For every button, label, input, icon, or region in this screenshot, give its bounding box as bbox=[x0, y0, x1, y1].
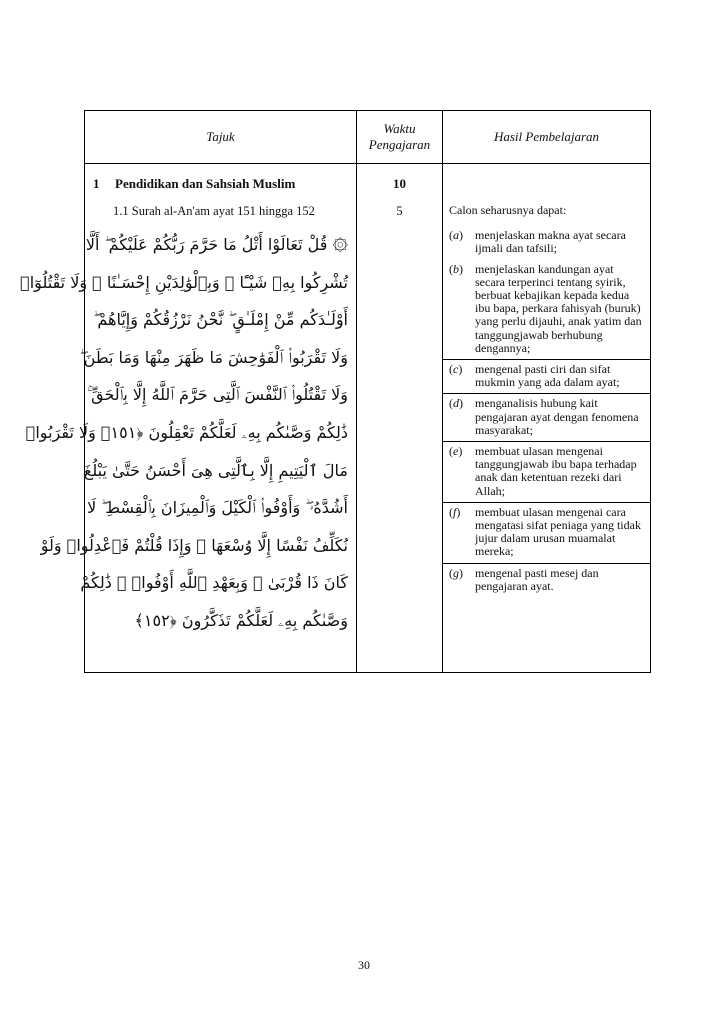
outcome-label: (c) bbox=[449, 362, 463, 377]
outcome-label: (d) bbox=[449, 396, 463, 411]
syllabus-table bbox=[20, 110, 651, 673]
header-time-line2: Pengajaran bbox=[368, 137, 431, 152]
page-number: 30 bbox=[358, 958, 370, 972]
outcome-text: mengenal pasti ciri dan sifat mukmin yang ada dalam ayat; bbox=[475, 362, 620, 390]
table-body-row bbox=[85, 164, 651, 673]
arabic-line: وَصَّىٰكُم بِهِۦ لَعَلَّكُمْ تَذَكَّرُونَ ﴿١٥٢﴾ bbox=[134, 610, 348, 630]
header-outcomes: Hasil Pembelajaran bbox=[443, 111, 651, 164]
topic-hours: 10 bbox=[393, 176, 406, 191]
header-time bbox=[357, 111, 443, 164]
outcome-text: membuat ulasan mengenai tanggungjawab ibu bapa terhadap anak dan ketentuan rezeki dari Allah; bbox=[475, 444, 637, 498]
time-cell bbox=[357, 164, 443, 673]
arabic-line: تُشْرِكُوا بِهِۦ شَيْـًٔا ۖ وَبِٱلْوَٰلِدَيْنِ إِحْسَـٰنًا ۖ وَلَا تَقْتُلُوٓا۟ bbox=[20, 272, 348, 292]
header-topic: Tajuk bbox=[85, 111, 357, 164]
arabic-line: ۞ قُلْ تَعَالَوْا أَتْلُ مَا حَرَّمَ رَبُّكُمْ عَلَيْكُمْ ۖ أَلَّا bbox=[85, 235, 348, 254]
header-time-line1: Waktu bbox=[383, 121, 416, 136]
outcome-item bbox=[443, 393, 650, 441]
topic-cell bbox=[20, 164, 357, 673]
topic-number: 1 bbox=[93, 176, 100, 191]
outcome-label: (e) bbox=[449, 444, 463, 459]
outcome-item bbox=[449, 226, 646, 259]
outcome-text: menganalisis hubung kait pengajaran ayat dengan fenomena masyarakat; bbox=[475, 396, 639, 437]
arabic-line: وَلَا تَقْتُلُوا۟ ٱلنَّفْسَ ٱلَّتِى حَرَّمَ ٱللَّهُ إِلَّا بِٱلْحَقِّ ۚ bbox=[87, 385, 348, 405]
outcome-label: (a) bbox=[449, 228, 463, 243]
outcomes-list bbox=[449, 204, 646, 597]
outcome-label: (f) bbox=[449, 504, 461, 519]
outcome-item bbox=[449, 260, 646, 359]
arabic-line: وَلَا تَقْرَبُوا۟ ٱلْفَوَٰحِشَ مَا ظَهَرَ مِنْهَا وَمَا بَطَنَ ۖ bbox=[79, 347, 348, 367]
outcome-item bbox=[443, 502, 650, 563]
outcome-item bbox=[443, 359, 650, 393]
arabic-line: أَشُدَّهُۥ ۖ وَأَوْفُوا۟ ٱلْكَيْلَ وَٱلْمِيزَانَ بِٱلْقِسْطِ ۖ لَا bbox=[87, 498, 348, 518]
topic-title-text: Pendidikan dan Sahsiah Muslim bbox=[115, 176, 296, 191]
arabic-line: نُكَلِّفُ نَفْسًا إِلَّا وُسْعَهَا ۖ وَإِذَا قُلْتُمْ فَٱعْدِلُوا۟ وَلَوْ bbox=[40, 535, 348, 555]
topic-title bbox=[93, 176, 295, 192]
arabic-line: مَالَ ٱلْيَتِيمِ إِلَّا بِٱلَّتِى هِىَ أَحْسَنُ حَتَّىٰ يَبْلُغَ bbox=[83, 460, 348, 480]
subtopic-hours: 5 bbox=[396, 204, 403, 218]
outcomes-intro: Calon seharusnya dapat: bbox=[449, 203, 567, 217]
arabic-line: كَانَ ذَا قُرْبَىٰ ۖ وَبِعَهْدِ ٱللَّهِ أَوْفُوا۟ ۚ ذَٰلِكُمْ bbox=[80, 573, 348, 593]
outcome-item bbox=[443, 563, 650, 597]
subtopic-title: 1.1 Surah al-An'am ayat 151 hingga 152 bbox=[113, 204, 315, 218]
outcome-text: membuat ulasan mengenai cara mengatasi sifat peniaga yang tidak jujur dalam urusan muamalat mereka; bbox=[475, 504, 641, 559]
outcome-label: (b) bbox=[449, 261, 463, 276]
table-header-row bbox=[85, 111, 651, 164]
outcomes-cell bbox=[443, 164, 651, 673]
outcome-text: mengenal pasti mesej dan pengajaran ayat. bbox=[475, 565, 599, 593]
arabic-line: أَوْلَـٰدَكُم مِّنْ إِمْلَـٰقٍ ۖ نَّحْنُ نَرْزُقُكُمْ وَإِيَّاهُمْ ۖ bbox=[93, 310, 348, 330]
arabic-verse-text bbox=[20, 226, 348, 640]
outcome-item bbox=[443, 441, 650, 502]
outcome-text: menjelaskan kandungan ayat secara terperinci tentang syirik, berbuat kebajikan kepada kedua ibu bapa, perkara fahisyah (buruk) yang perlu dijauhi, anak yatim dan tanggungjawab berhubung dengannya; bbox=[475, 261, 642, 355]
outcome-text: menjelaskan makna ayat secara ijmali dan tafsili; bbox=[475, 228, 626, 256]
outcome-label: (g) bbox=[449, 565, 463, 580]
arabic-line: ذَٰلِكُمْ وَصَّىٰكُم بِهِۦ لَعَلَّكُمْ تَعْقِلُونَ ﴿١٥١﴾ وَلَا تَقْرَبُوا۟ bbox=[25, 422, 348, 442]
